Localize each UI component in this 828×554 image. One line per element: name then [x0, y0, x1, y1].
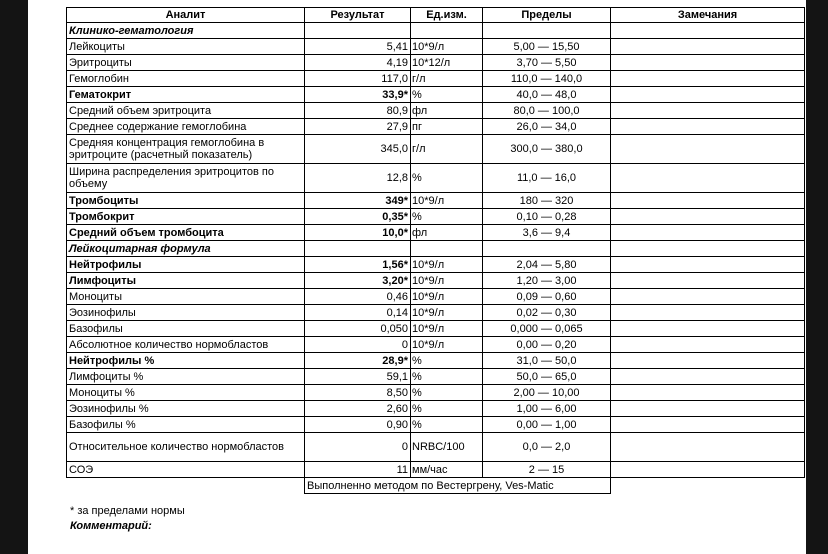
table-header-row: [67, 8, 805, 23]
limits-value: 0,02 — 0,30: [483, 305, 611, 321]
result-value: 8,50: [305, 385, 411, 401]
analyte-name: Базофилы: [67, 321, 305, 337]
unit-value: 10*9/л: [411, 193, 483, 209]
result-value: 27,9: [305, 119, 411, 135]
notes-cell: [611, 417, 805, 433]
unit-value: 10*9/л: [411, 289, 483, 305]
analyte-name: Эозинофилы %: [67, 401, 305, 417]
header-unit: Ед.изм.: [411, 8, 483, 23]
notes-cell: [611, 164, 805, 193]
notes-cell: [611, 225, 805, 241]
unit-value: %: [411, 164, 483, 193]
empty-cell: [611, 241, 805, 257]
limits-value: 0,10 — 0,28: [483, 209, 611, 225]
table-row: [67, 257, 805, 273]
notes-cell: [611, 87, 805, 103]
result-value: 0: [305, 433, 411, 462]
unit-value: %: [411, 209, 483, 225]
unit-value: пг: [411, 119, 483, 135]
result-value: 12,8: [305, 164, 411, 193]
section-header-row: [67, 23, 805, 39]
unit-value: %: [411, 385, 483, 401]
table-row: [67, 71, 805, 87]
result-value: 33,9*: [305, 87, 411, 103]
blank-cell: [67, 478, 305, 494]
limits-value: 2 — 15: [483, 462, 611, 478]
unit-value: 10*12/л: [411, 55, 483, 71]
table-row: [67, 353, 805, 369]
unit-value: мм/час: [411, 462, 483, 478]
unit-value: 10*9/л: [411, 39, 483, 55]
analyte-name: Ширина распределения эритроцитов по объему: [67, 164, 305, 193]
notes-cell: [611, 385, 805, 401]
limits-value: 26,0 — 34,0: [483, 119, 611, 135]
empty-cell: [305, 23, 411, 39]
analyte-name: Эозинофилы: [67, 305, 305, 321]
analyte-name: Тромбокрит: [67, 209, 305, 225]
analyte-name: Средняя концентрация гемоглобина в эритроците (расчетный показатель): [67, 135, 305, 164]
result-value: 117,0: [305, 71, 411, 87]
table-row: [67, 39, 805, 55]
left-dark-edge: [0, 0, 28, 554]
limits-value: 300,0 — 380,0: [483, 135, 611, 164]
analyte-name: Лейкоциты: [67, 39, 305, 55]
empty-cell: [483, 23, 611, 39]
limits-value: 1,20 — 3,00: [483, 273, 611, 289]
table-row: [67, 273, 805, 289]
notes-cell: [611, 119, 805, 135]
table-body: [67, 23, 805, 494]
table-row: [67, 209, 805, 225]
footnote: * за пределами нормы: [70, 505, 185, 517]
result-value: 11: [305, 462, 411, 478]
lab-report-page: [56, 0, 806, 554]
analyte-name: Лимфоциты: [67, 273, 305, 289]
result-value: 4,19: [305, 55, 411, 71]
table-row: [67, 321, 805, 337]
result-value: 0,050: [305, 321, 411, 337]
comment-label: Комментарий:: [70, 520, 152, 532]
unit-value: %: [411, 369, 483, 385]
limits-value: 1,00 — 6,00: [483, 401, 611, 417]
result-value: 80,9: [305, 103, 411, 119]
result-value: 1,56*: [305, 257, 411, 273]
empty-cell: [411, 241, 483, 257]
notes-cell: [611, 401, 805, 417]
analyte-name: Средний объем эритроцита: [67, 103, 305, 119]
unit-value: 10*9/л: [411, 273, 483, 289]
limits-value: 2,00 — 10,00: [483, 385, 611, 401]
analyte-name: Моноциты %: [67, 385, 305, 401]
table-row: [67, 305, 805, 321]
notes-cell: [611, 273, 805, 289]
limits-value: 2,04 — 5,80: [483, 257, 611, 273]
notes-cell: [611, 462, 805, 478]
analyte-name: Нейтрофилы %: [67, 353, 305, 369]
result-value: 2,60: [305, 401, 411, 417]
notes-cell: [611, 337, 805, 353]
unit-value: %: [411, 401, 483, 417]
limits-value: 5,00 — 15,50: [483, 39, 611, 55]
empty-cell: [411, 23, 483, 39]
analyte-name: Тромбоциты: [67, 193, 305, 209]
analyte-name: Средний объем тромбоцита: [67, 225, 305, 241]
analyte-name: Нейтрофилы: [67, 257, 305, 273]
analyte-name: Эритроциты: [67, 55, 305, 71]
unit-value: 10*9/л: [411, 257, 483, 273]
limits-value: 50,0 — 65,0: [483, 369, 611, 385]
right-dark-edge: [806, 0, 828, 554]
result-value: 0,35*: [305, 209, 411, 225]
table-row: [67, 433, 805, 462]
limits-value: 3,70 — 5,50: [483, 55, 611, 71]
limits-value: 0,0 — 2,0: [483, 433, 611, 462]
limits-value: 180 — 320: [483, 193, 611, 209]
header-limits: Пределы: [483, 8, 611, 23]
section-title: Клинико-гематология: [67, 23, 305, 39]
unit-value: фл: [411, 225, 483, 241]
limits-value: 110,0 — 140,0: [483, 71, 611, 87]
notes-cell: [611, 321, 805, 337]
notes-cell: [611, 305, 805, 321]
analyte-name: СОЭ: [67, 462, 305, 478]
unit-value: NRBC/100: [411, 433, 483, 462]
notes-cell: [611, 39, 805, 55]
result-value: 0,90: [305, 417, 411, 433]
notes-cell: [611, 289, 805, 305]
analyte-name: Относительное количество нормобластов: [67, 433, 305, 462]
unit-value: г/л: [411, 135, 483, 164]
header-analyte: Аналит: [67, 8, 305, 23]
unit-value: фл: [411, 103, 483, 119]
notes-cell: [611, 353, 805, 369]
analyte-name: Гемоглобин: [67, 71, 305, 87]
limits-value: 0,000 — 0,065: [483, 321, 611, 337]
limits-value: 80,0 — 100,0: [483, 103, 611, 119]
analyte-name: Абсолютное количество нормобластов: [67, 337, 305, 353]
method-note: Выполненно методом по Вестергрену, Ves-Matic: [305, 478, 611, 494]
notes-cell: [611, 135, 805, 164]
result-value: 28,9*: [305, 353, 411, 369]
result-value: 5,41: [305, 39, 411, 55]
notes-cell: [611, 209, 805, 225]
table-row: [67, 135, 805, 164]
method-note-row: [67, 478, 805, 494]
section-title: Лейкоцитарная формула: [67, 241, 305, 257]
notes-cell: [611, 103, 805, 119]
notes-cell: [611, 433, 805, 462]
notes-cell: [611, 369, 805, 385]
result-value: 345,0: [305, 135, 411, 164]
table-row: [67, 119, 805, 135]
notes-cell: [611, 55, 805, 71]
result-value: 0,46: [305, 289, 411, 305]
empty-cell: [305, 241, 411, 257]
notes-cell: [611, 71, 805, 87]
header-result: Результат: [305, 8, 411, 23]
analyte-name: Гематокрит: [67, 87, 305, 103]
analyte-name: Базофилы %: [67, 417, 305, 433]
result-value: 3,20*: [305, 273, 411, 289]
limits-value: 3,6 — 9,4: [483, 225, 611, 241]
unit-value: 10*9/л: [411, 321, 483, 337]
analyte-name: Моноциты: [67, 289, 305, 305]
table-row: [67, 401, 805, 417]
unit-value: %: [411, 87, 483, 103]
table-row: [67, 417, 805, 433]
header-notes: Замечания: [611, 8, 805, 23]
result-value: 59,1: [305, 369, 411, 385]
table-row: [67, 87, 805, 103]
blank-cell: [611, 478, 805, 494]
result-value: 0,14: [305, 305, 411, 321]
result-value: 10,0*: [305, 225, 411, 241]
empty-cell: [611, 23, 805, 39]
table-row: [67, 289, 805, 305]
limits-value: 40,0 — 48,0: [483, 87, 611, 103]
table-row: [67, 103, 805, 119]
unit-value: г/л: [411, 71, 483, 87]
table-row: [67, 225, 805, 241]
table-row: [67, 337, 805, 353]
result-value: 349*: [305, 193, 411, 209]
table-row: [67, 193, 805, 209]
limits-value: 31,0 — 50,0: [483, 353, 611, 369]
limits-value: 0,09 — 0,60: [483, 289, 611, 305]
analyte-name: Среднее содержание гемоглобина: [67, 119, 305, 135]
table-row: [67, 385, 805, 401]
result-value: 0: [305, 337, 411, 353]
table-row: [67, 369, 805, 385]
results-table: [66, 7, 805, 494]
limits-value: 0,00 — 1,00: [483, 417, 611, 433]
notes-cell: [611, 257, 805, 273]
unit-value: 10*9/л: [411, 305, 483, 321]
unit-value: 10*9/л: [411, 337, 483, 353]
unit-value: %: [411, 417, 483, 433]
table-row: [67, 462, 805, 478]
unit-value: %: [411, 353, 483, 369]
empty-cell: [483, 241, 611, 257]
table-row: [67, 55, 805, 71]
notes-cell: [611, 193, 805, 209]
analyte-name: Лимфоциты %: [67, 369, 305, 385]
limits-value: 0,00 — 0,20: [483, 337, 611, 353]
section-header-row: [67, 241, 805, 257]
limits-value: 11,0 — 16,0: [483, 164, 611, 193]
table-row: [67, 164, 805, 193]
